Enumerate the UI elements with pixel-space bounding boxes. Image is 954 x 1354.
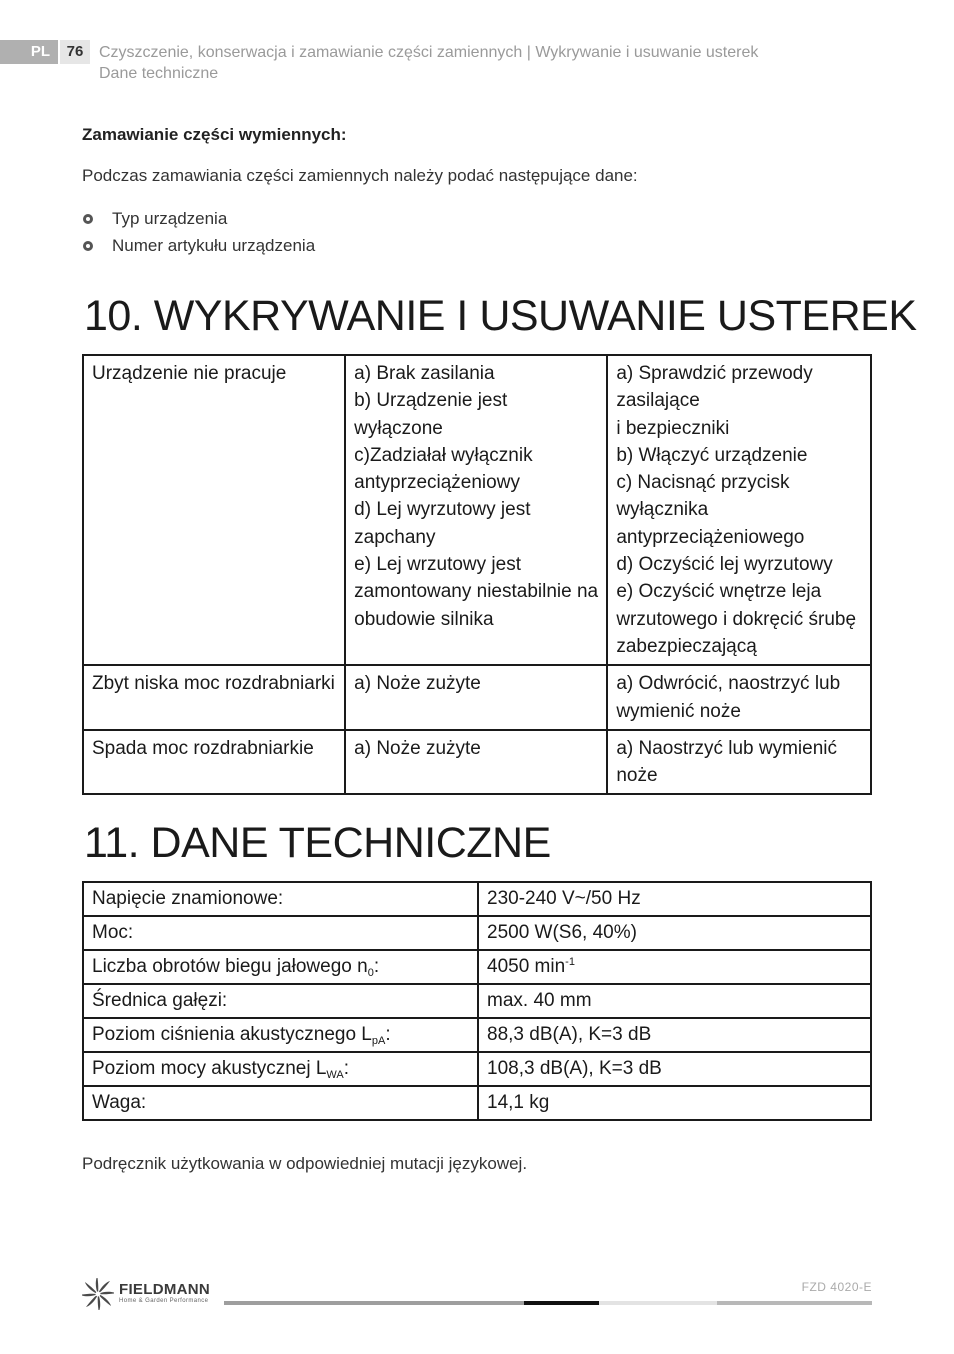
spec-value-text: 108,3 dB(A), K=3 dB	[487, 1058, 662, 1079]
table-row	[83, 1052, 871, 1086]
table-row	[83, 950, 871, 984]
list-item	[82, 232, 315, 259]
spec-label-subscript: WA	[326, 1069, 344, 1081]
ordering-list	[82, 205, 315, 259]
spec-label-suffix: :	[385, 1024, 391, 1045]
spec-label-text: Poziom mocy akustycznej L	[92, 1058, 327, 1079]
spec-label-suffix: :	[373, 956, 380, 977]
ordering-intro: Podczas zamawiania części zamiennych należy podać następujące dane:	[82, 166, 638, 185]
remedy-cell: a) Sprawdzić przewody zasilające i bezpieczniki b) Włączyć urządzenie c) Nacisnąć przycisk wyłącznika antyprzeciążeniowego d) Oczyścić lej wyrzutowy e) Oczyścić wnętrze leja wrzutowego i dokręcić śrubę zabezpieczającą	[607, 355, 871, 665]
table-row	[83, 882, 871, 916]
page-number: 76	[60, 40, 90, 64]
spec-label-subscript: pA	[371, 1035, 386, 1047]
spec-label-cell	[83, 950, 478, 984]
manual-note: Podręcznik użytkowania w odpowiedniej mutacji językowej.	[82, 1154, 528, 1173]
table-row	[83, 1086, 871, 1120]
specs-title: 11. DANE TECHNICZNE	[84, 819, 551, 867]
spec-value-cell	[478, 882, 871, 916]
spec-label-cell: Napięcie znamionowe:	[83, 882, 478, 916]
table-row	[83, 355, 871, 665]
footer-rule-segment	[224, 1301, 524, 1305]
list-item-text: Numer artykułu urządzenia	[112, 236, 316, 255]
problem-cell: Urządzenie nie pracuje	[83, 355, 345, 665]
spec-value-text: 2500 W(S6, 40%)	[487, 922, 637, 943]
specs-table	[82, 881, 872, 1121]
list-item	[82, 205, 315, 232]
table-row	[83, 984, 871, 1018]
spec-value-text: max. 40 mm	[487, 990, 592, 1011]
cause-cell: a) Noże zużyte	[345, 665, 607, 730]
running-header	[99, 42, 758, 84]
ordering-heading: Zamawianie części wymiennych:	[82, 125, 347, 144]
spec-value-cell	[478, 950, 871, 984]
spec-value-cell	[478, 916, 871, 950]
list-item-text: Typ urządzenia	[112, 209, 228, 228]
footer-rule-segment	[599, 1301, 717, 1305]
spec-value-superscript: -1	[565, 956, 575, 968]
gear-bullet-icon	[82, 213, 94, 225]
model-number: FZD 4020-E	[801, 1280, 872, 1294]
spec-value-text: 230-240 V~/50 Hz	[487, 888, 641, 909]
problem-cell: Zbyt niska moc rozdrabniarki	[83, 665, 345, 730]
spec-label-suffix: :	[343, 1058, 350, 1079]
spec-label-cell	[83, 1018, 478, 1052]
spec-label-cell	[83, 1052, 478, 1086]
footer-rule-segment	[524, 1301, 599, 1305]
fan-blade-logo-icon	[82, 1278, 114, 1310]
spec-value-cell	[478, 984, 871, 1018]
brand-logo	[82, 1278, 210, 1310]
table-row	[83, 730, 871, 795]
spec-value-cell	[478, 1018, 871, 1052]
language-badge: PL	[0, 40, 58, 64]
troubleshooting-title: 10. WYKRYWANIE I USUWANIE USTEREK	[84, 292, 917, 340]
running-header-line-2: Dane techniczne	[99, 65, 219, 82]
table-row	[83, 916, 871, 950]
spec-label-subscript: 0	[367, 967, 374, 979]
problem-cell: Spada moc rozdrabniarkie	[83, 730, 345, 795]
spec-label-cell: Waga:	[83, 1086, 478, 1120]
running-header-line-1: Czyszczenie, konserwacja i zamawianie części zamiennych | Wykrywanie i usuwanie usterek	[99, 44, 759, 61]
spec-value-text: 88,3 dB(A), K=3 dB	[487, 1024, 652, 1045]
spec-value-cell	[478, 1052, 871, 1086]
spec-label-text: Poziom ciśnienia akustycznego L	[92, 1024, 372, 1045]
spec-label-text: Liczba obrotów biegu jałowego n	[92, 956, 368, 977]
spec-label-cell: Średnica gałęzi:	[83, 984, 478, 1018]
footer-rule-segment	[717, 1301, 872, 1305]
spec-value-cell	[478, 1086, 871, 1120]
gear-bullet-icon	[82, 240, 94, 252]
cause-cell: a) Brak zasilania b) Urządzenie jest wyłączone c)Zadziałał wyłącznik antyprzeciążeniowy d) Lej wyrzutowy jest zapchany e) Lej wrzutowy jest zamontowany niestabilnie na obudowie silnika	[345, 355, 607, 665]
table-row	[83, 665, 871, 730]
remedy-cell: a) Naostrzyć lub wymienić noże	[607, 730, 871, 795]
spec-value-text: 14,1 kg	[487, 1092, 550, 1113]
remedy-cell: a) Odwrócić, naostrzyć lub wymienić noże	[607, 665, 871, 730]
spec-label-cell: Moc:	[83, 916, 478, 950]
cause-cell: a) Noże zużyte	[345, 730, 607, 795]
brand-tagline: Home & Garden Performance	[119, 1298, 209, 1304]
table-row	[83, 1018, 871, 1052]
brand-name: FIELDMANN	[119, 1281, 211, 1298]
spec-value-text: 4050 min	[487, 956, 566, 977]
troubleshooting-table	[82, 354, 872, 795]
